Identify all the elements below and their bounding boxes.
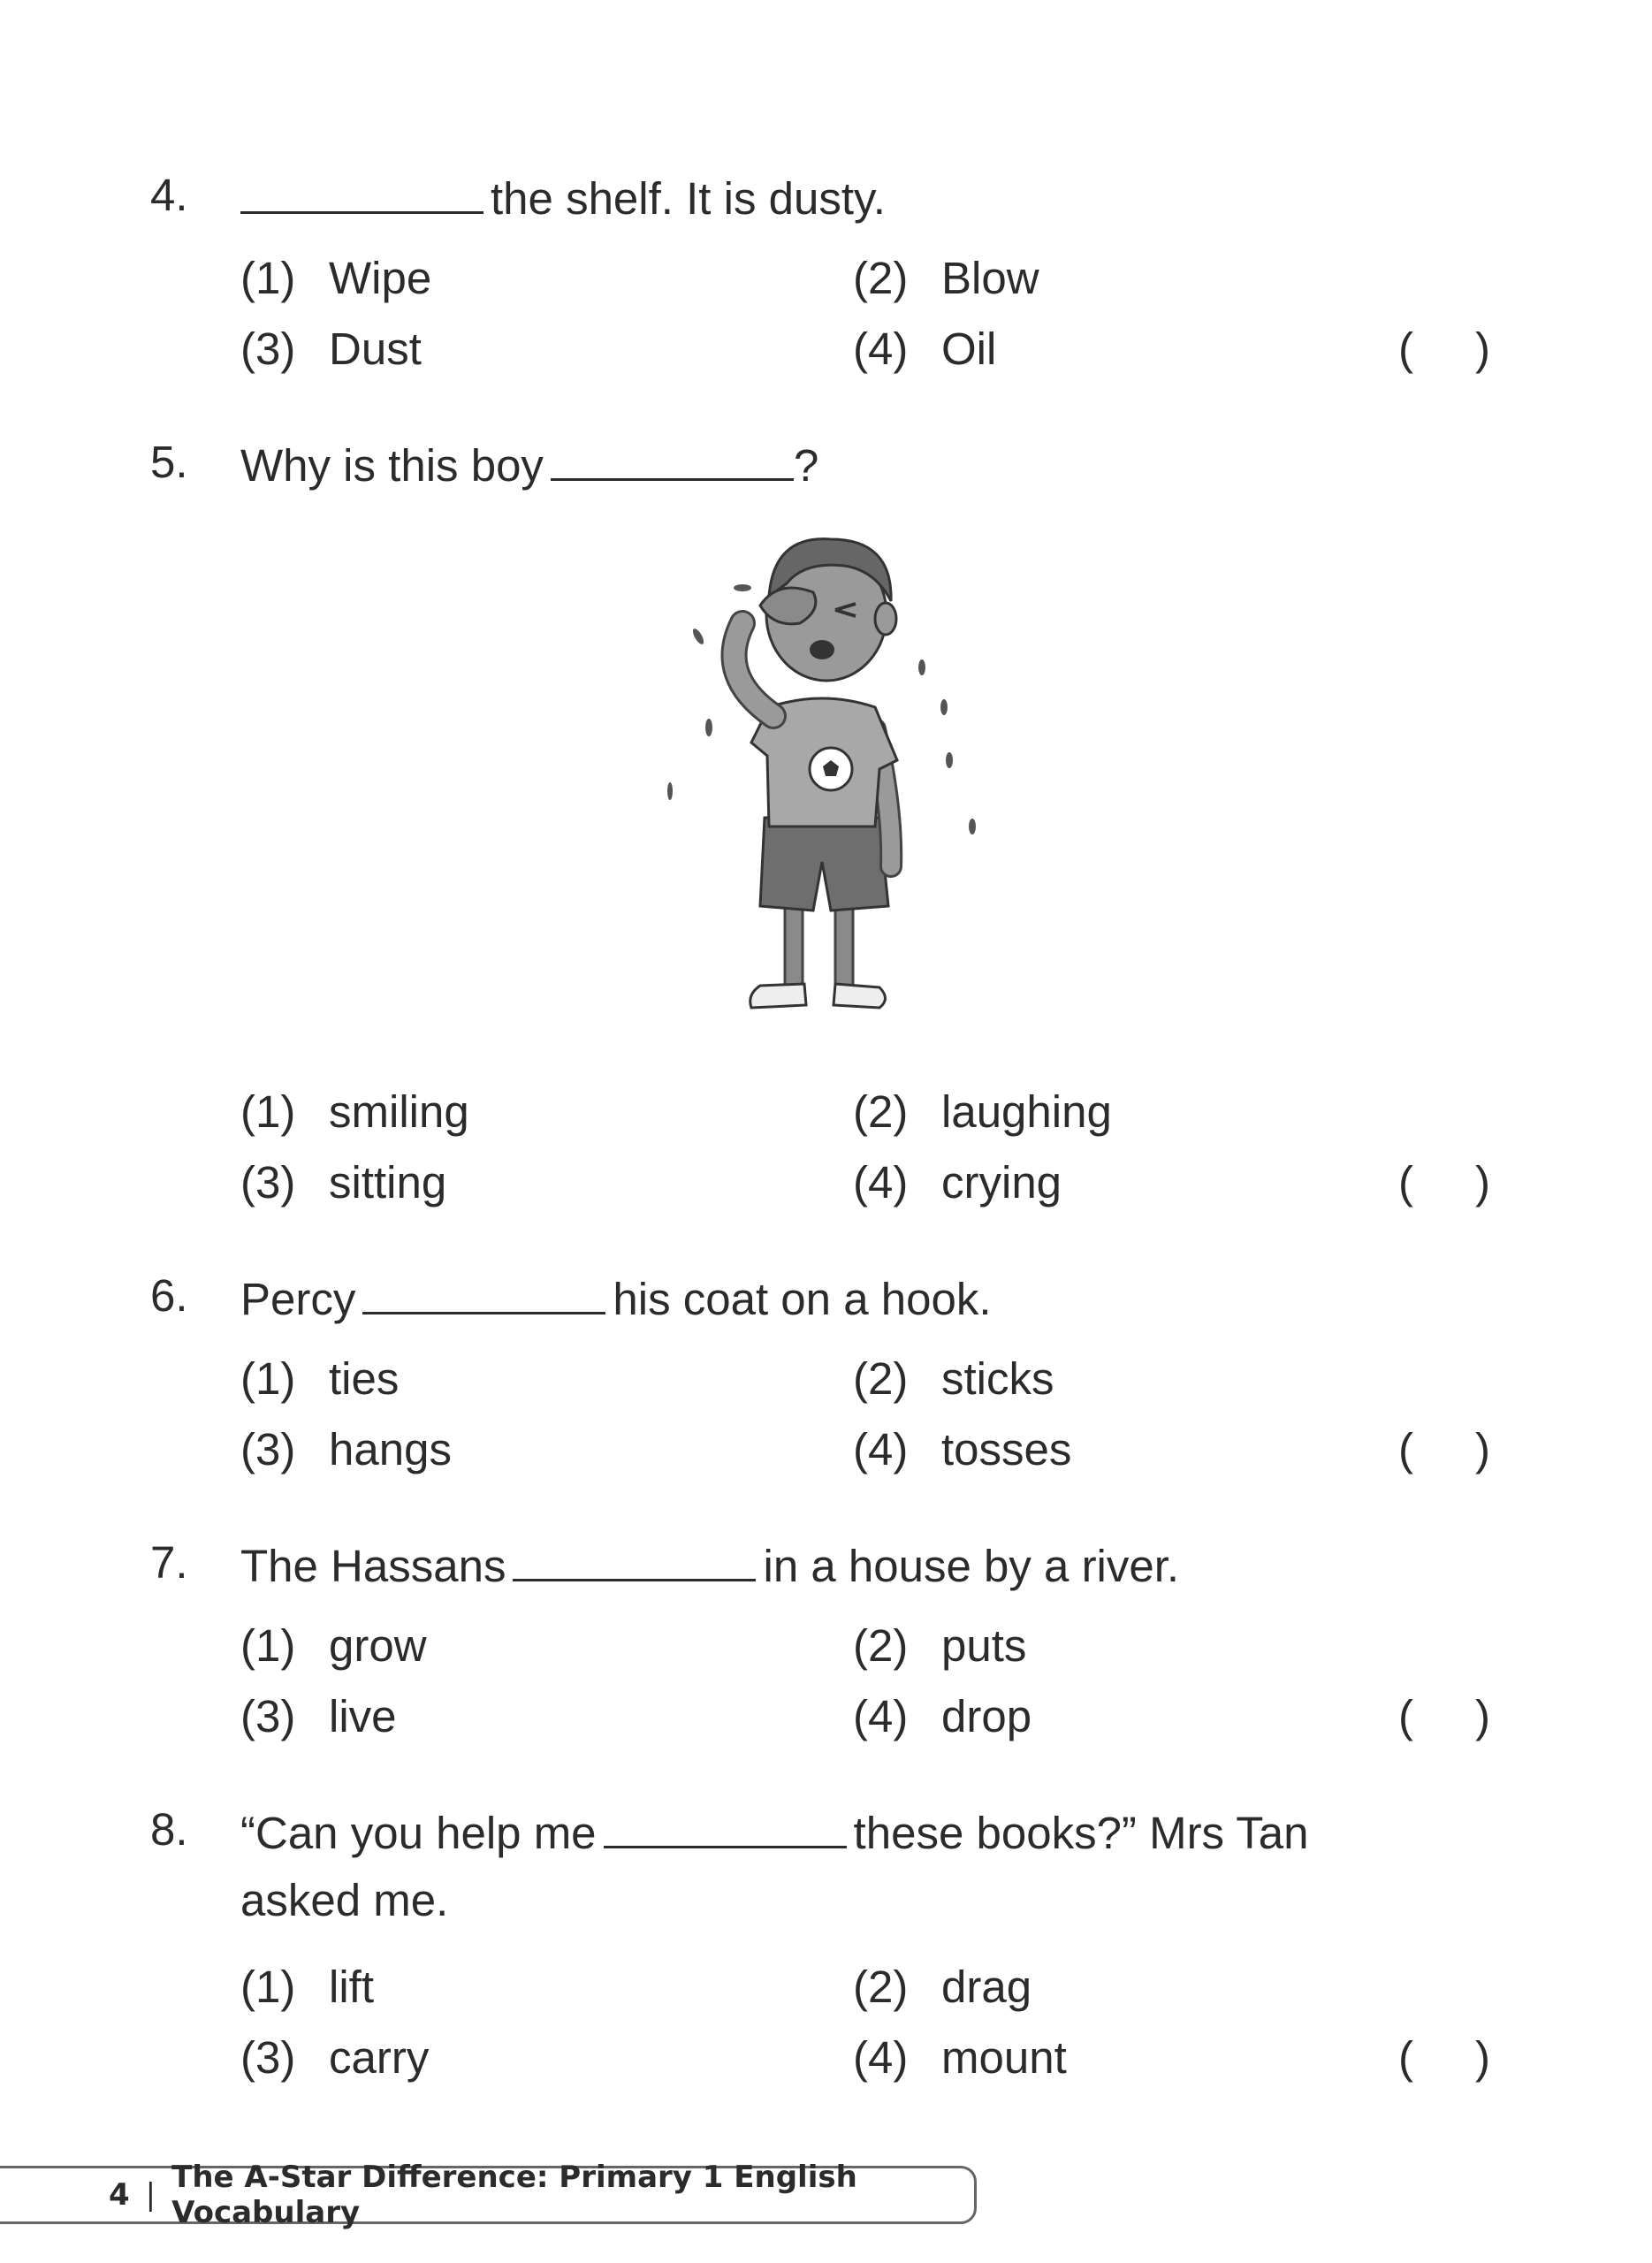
- option-3[interactable]: (3) carry: [240, 2032, 430, 2083]
- question-stem: Why is this boy ?: [240, 440, 819, 491]
- answer-blank: [513, 1540, 756, 1581]
- option-2[interactable]: (2) laughing: [853, 1086, 1112, 1137]
- answer-blank: [240, 172, 483, 214]
- footer-separator: |: [145, 2177, 156, 2213]
- option-1[interactable]: (1) smiling: [240, 1086, 469, 1137]
- question-stem: Percy his coat on a hook.: [240, 1274, 992, 1324]
- answer-bracket[interactable]: ( ): [1398, 1157, 1490, 1208]
- answer-blank: [551, 439, 794, 481]
- answer-blank: [362, 1273, 605, 1314]
- question-number: 4.: [150, 170, 188, 220]
- option-2[interactable]: (2) Blow: [853, 253, 1039, 303]
- option-4[interactable]: (4) tosses: [853, 1424, 1072, 1474]
- option-2[interactable]: (2) drag: [853, 1962, 1032, 2012]
- question-number: 5.: [150, 437, 188, 487]
- option-3[interactable]: (3) hangs: [240, 1424, 452, 1474]
- option-4[interactable]: (4) crying: [853, 1157, 1062, 1208]
- option-4[interactable]: (4) drop: [853, 1691, 1032, 1741]
- option-1[interactable]: (1) lift: [240, 1962, 374, 2012]
- answer-bracket[interactable]: ( ): [1398, 1691, 1490, 1741]
- question-number: 7.: [150, 1537, 188, 1588]
- answer-bracket[interactable]: ( ): [1398, 2032, 1490, 2083]
- option-4[interactable]: (4) mount: [853, 2032, 1067, 2083]
- option-3[interactable]: (3) Dust: [240, 324, 422, 374]
- question-stem: the shelf. It is dusty.: [240, 172, 886, 221]
- option-1[interactable]: (1) ties: [240, 1353, 400, 1404]
- option-4[interactable]: (4) Oil: [853, 324, 997, 374]
- page-number: 4: [109, 2177, 130, 2213]
- answer-blank: [604, 1807, 847, 1848]
- page-footer: [0, 2160, 977, 2230]
- question-stem: The Hassans in a house by a river.: [240, 1541, 1180, 1591]
- option-3[interactable]: (3) sitting: [240, 1157, 447, 1208]
- option-1[interactable]: (1) Wipe: [240, 253, 432, 303]
- book-title: The A-Star Difference: Primary 1 English Vocabulary: [171, 2160, 857, 2230]
- option-3[interactable]: (3) live: [240, 1691, 397, 1741]
- option-2[interactable]: (2) sticks: [853, 1353, 1054, 1404]
- question-number: 6.: [150, 1270, 188, 1321]
- question-number: 8.: [150, 1804, 188, 1855]
- answer-bracket[interactable]: ( ): [1398, 1424, 1490, 1474]
- crying-boy-illustration: [654, 517, 990, 1030]
- question-stem: “Can you help me these books?” Mrs Tan: [240, 1808, 1309, 1858]
- option-2[interactable]: (2) puts: [853, 1620, 1027, 1671]
- option-1[interactable]: (1) grow: [240, 1620, 427, 1671]
- answer-bracket[interactable]: ( ): [1398, 324, 1490, 374]
